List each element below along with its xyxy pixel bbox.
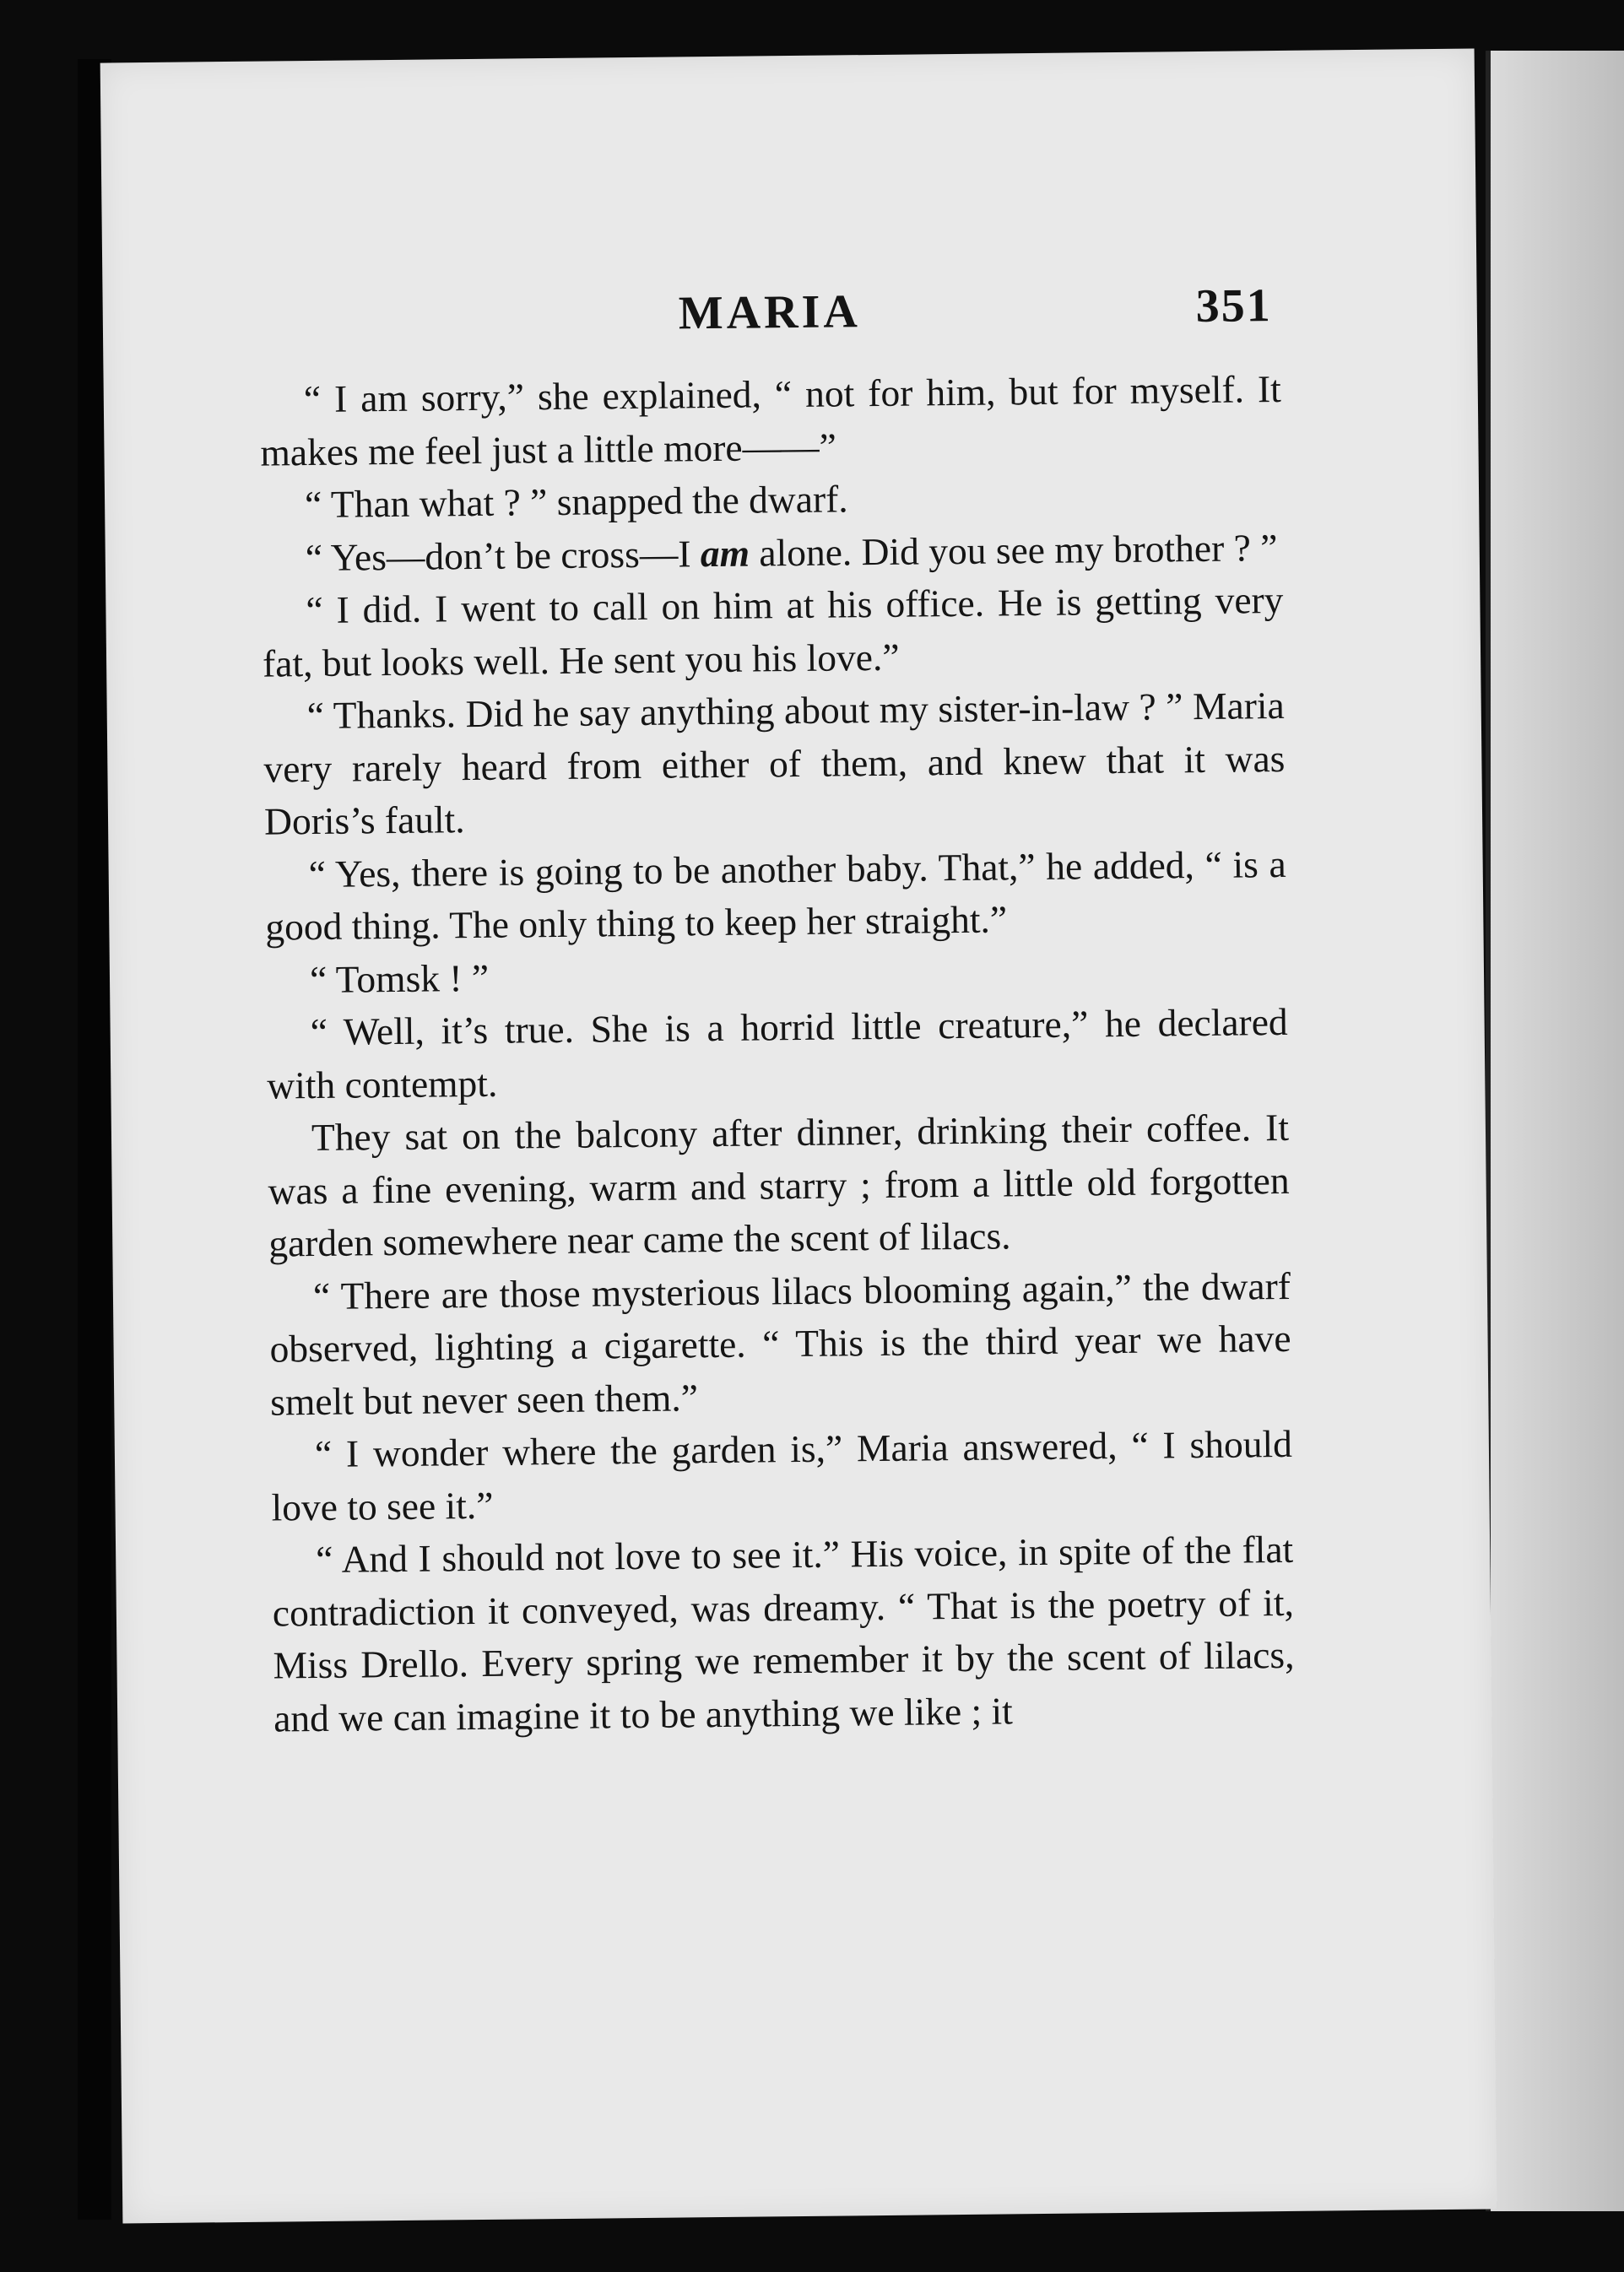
paragraph: “ Than what ? ” snapped the dwarf. xyxy=(304,477,848,527)
paragraph: “ Tomsk ! ” xyxy=(309,955,490,1001)
body-text xyxy=(260,363,1296,1745)
paragraph: “ There are those mysterious lilacs blooming again,” the dwarf observed, lighting a cigarette. “ This is the third year we have smelt but never seen them.” xyxy=(269,1263,1291,1424)
emphasized-word: am xyxy=(700,531,750,575)
book-page xyxy=(100,49,1497,2224)
scanner-edge xyxy=(1486,51,1624,2211)
paragraph: “ I am sorry,” she explained, “ not for him, but for myself. It makes me feel just a little more——” xyxy=(260,366,1282,474)
paragraph: They sat on the balcony after dinner, drinking their coffee. It was a fine evening, warm and starry ; from a little old forgotten garden somewhere near came the scent of lilacs. xyxy=(268,1105,1290,1265)
paragraph: “ Well, it’s true. She is a horrid little creature,” he declared with contempt. xyxy=(267,999,1288,1107)
paragraph-text: “ Yes—don’t be cross—I xyxy=(305,531,701,579)
paragraph: “ And I should not love to see it.” His voice, in spite of the flat contradiction it conveyed, was dreamy. “ That is the poetry of it, Miss Drello. Every spring we remember it by the scent of lilacs, and we can imagine it to be anything we like ; it xyxy=(272,1527,1295,1740)
paragraph: “ Yes, there is going to be another baby. That,” he added, “ is a good thing. The only thing to keep her straight.” xyxy=(265,841,1286,949)
paragraph: “ Thanks. Did he say anything about my sister-in-law ? ” Maria very rarely heard from either of them, and knew that it was Doris’s fault. xyxy=(263,683,1286,843)
running-title: MARIA xyxy=(678,285,862,340)
page-number: 351 xyxy=(1195,279,1273,333)
paragraph-text: alone. Did you see my brother ? ” xyxy=(749,525,1278,575)
page-content xyxy=(258,228,1296,1745)
running-header xyxy=(258,228,1280,340)
paragraph: “ I did. I went to call on him at his office. He is getting very fat, but looks well. He sent you his love.” xyxy=(262,577,1284,685)
paragraph: “ I wonder where the garden is,” Maria answered, “ I should love to see it.” xyxy=(271,1421,1293,1529)
